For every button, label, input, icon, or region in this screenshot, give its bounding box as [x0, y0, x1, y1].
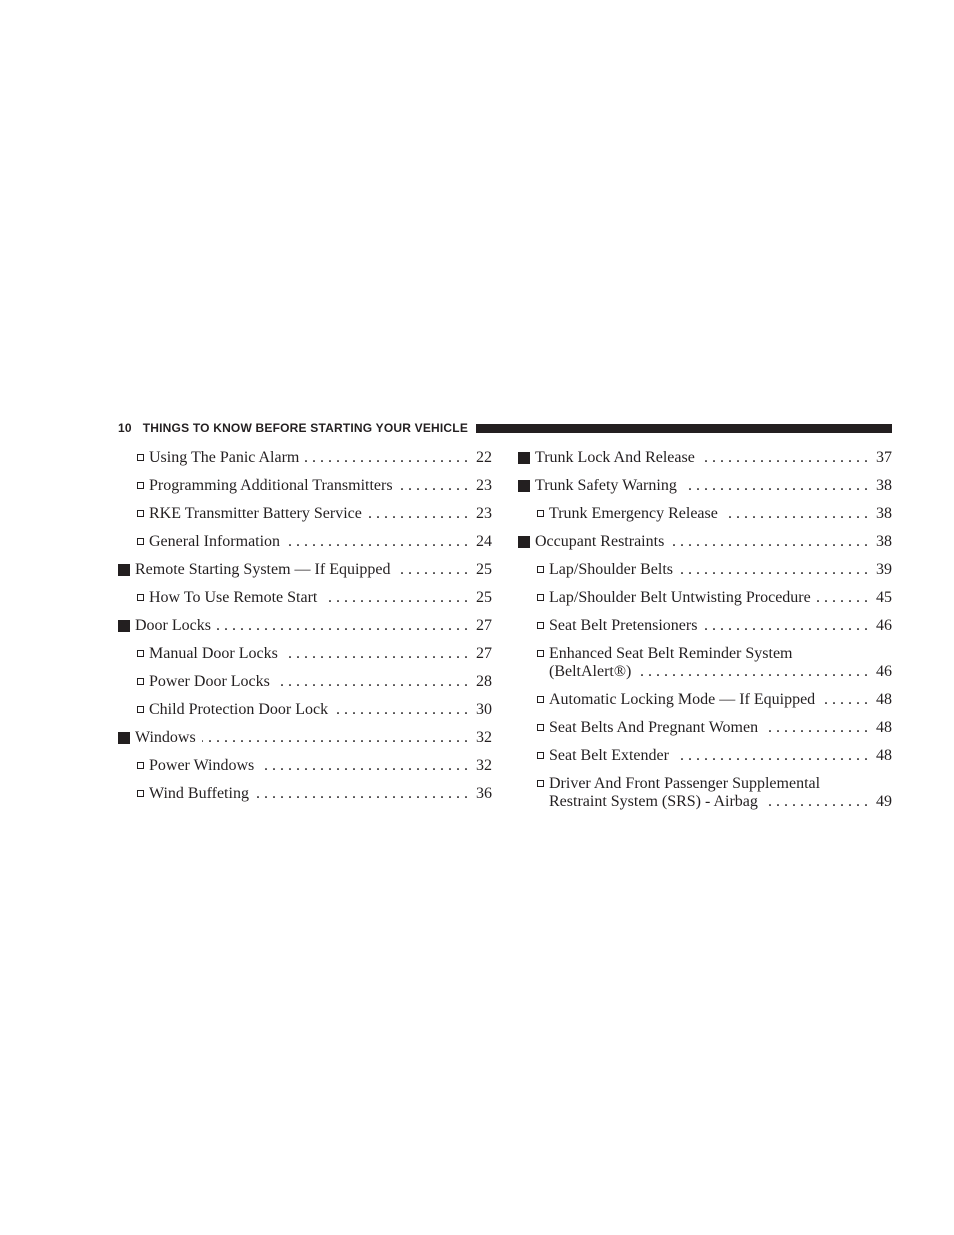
toc-entry[interactable] [118, 780, 492, 808]
toc-entry-page: 23 [476, 505, 492, 522]
toc-entry-page: 22 [476, 449, 492, 466]
toc-entry-label: General Information [149, 533, 281, 550]
dot-leader [764, 792, 868, 812]
toc-entry-page: 48 [876, 747, 892, 764]
toc-entry[interactable] [518, 528, 892, 556]
hollow-square-bullet-icon [137, 706, 144, 713]
filled-square-bullet-icon [118, 732, 130, 744]
hollow-square-bullet-icon [137, 678, 144, 685]
dot-leader [284, 644, 468, 664]
toc-entry[interactable] [518, 742, 892, 770]
hollow-square-bullet-icon [137, 650, 144, 657]
toc-entry[interactable] [118, 724, 492, 752]
dot-leader [368, 504, 468, 524]
dot-leader [255, 784, 468, 804]
dot-leader [397, 560, 468, 580]
dot-leader [764, 718, 868, 738]
toc-entry-label: How To Use Remote Start [149, 589, 318, 606]
hollow-square-bullet-icon [137, 762, 144, 769]
toc-entry-label: Wind Buffeting [149, 785, 249, 802]
dot-leader [217, 616, 468, 636]
dot-leader [675, 746, 868, 766]
dot-leader [334, 700, 468, 720]
toc-entry-page: 36 [476, 785, 492, 802]
toc-entry-label: Trunk Safety Warning [535, 477, 677, 494]
toc-entry[interactable] [518, 640, 892, 686]
toc-entry[interactable] [518, 686, 892, 714]
filled-square-bullet-icon [118, 620, 130, 632]
dot-leader [323, 588, 468, 608]
toc-entry-page: 25 [476, 589, 492, 606]
dot-leader [679, 560, 868, 580]
dot-leader [817, 588, 868, 608]
toc-entry-page: 32 [476, 757, 492, 774]
toc-entry-label: Occupant Restraints [535, 533, 665, 550]
page-number: 10 [118, 421, 132, 435]
dot-leader [821, 690, 868, 710]
toc-column-left [118, 444, 492, 808]
toc-entry[interactable] [118, 556, 492, 584]
hollow-square-bullet-icon [537, 622, 544, 629]
dot-leader [637, 662, 868, 682]
toc-entry-label-continued: Restraint System (SRS) - Airbag [549, 793, 758, 810]
hollow-square-bullet-icon [137, 510, 144, 517]
toc-entry-label: Using The Panic Alarm [149, 449, 300, 466]
toc-entry-page: 38 [876, 477, 892, 494]
toc-entry-page: 27 [476, 645, 492, 662]
toc-entry-page: 38 [876, 505, 892, 522]
toc-entry-label: Door Locks [135, 617, 211, 634]
toc-entry-page: 24 [476, 533, 492, 550]
toc-entry-label: Lap/Shoulder Belt Untwisting Procedure [549, 589, 811, 606]
toc-entry[interactable] [118, 528, 492, 556]
toc-entry-page: 28 [476, 673, 492, 690]
hollow-square-bullet-icon [537, 566, 544, 573]
chapter-title: THINGS TO KNOW BEFORE STARTING YOUR VEHICLE [142, 421, 469, 435]
dot-leader [703, 616, 868, 636]
toc-entry-label: Remote Starting System — If Equipped [135, 561, 391, 578]
toc-entry-label: Seat Belt Pretensioners [549, 617, 698, 634]
hollow-square-bullet-icon [537, 780, 544, 787]
toc-entry[interactable] [518, 472, 892, 500]
toc-entry-label-continued: (BeltAlert®) [549, 663, 632, 680]
hollow-square-bullet-icon [137, 482, 144, 489]
running-header [118, 420, 892, 436]
toc-entry-label: Windows [135, 729, 196, 746]
toc-entry-page: 25 [476, 561, 492, 578]
toc-entry-label: RKE Transmitter Battery Service [149, 505, 362, 522]
dot-leader [276, 672, 468, 692]
header-rule [476, 424, 892, 433]
toc-entry[interactable] [118, 500, 492, 528]
hollow-square-bullet-icon [137, 454, 144, 461]
dot-leader [670, 532, 868, 552]
toc-entry-page: 39 [876, 561, 892, 578]
toc-entry-page: 46 [876, 617, 892, 634]
toc-entry-label: Power Windows [149, 757, 255, 774]
filled-square-bullet-icon [518, 536, 530, 548]
dot-leader [683, 476, 868, 496]
toc-entry-label: Lap/Shoulder Belts [549, 561, 673, 578]
dot-leader [724, 504, 868, 524]
toc-column-right [518, 444, 892, 816]
dot-leader [202, 728, 468, 748]
toc-entry-page: 48 [876, 691, 892, 708]
toc-entry[interactable] [118, 472, 492, 500]
toc-entry-page: 48 [876, 719, 892, 736]
toc-entry[interactable] [518, 500, 892, 528]
toc-entry[interactable] [518, 444, 892, 472]
hollow-square-bullet-icon [537, 594, 544, 601]
dot-leader [286, 532, 468, 552]
toc-entry[interactable] [118, 612, 492, 640]
toc-entry-label: Automatic Locking Mode — If Equipped [549, 691, 816, 708]
toc-entry[interactable] [518, 612, 892, 640]
toc-entry-page: 37 [876, 449, 892, 466]
toc-entry[interactable] [118, 640, 492, 668]
toc-entry-label: Power Door Locks [149, 673, 270, 690]
filled-square-bullet-icon [118, 564, 130, 576]
toc-entry-page: 23 [476, 477, 492, 494]
toc-entry-label: Seat Belts And Pregnant Women [549, 719, 759, 736]
hollow-square-bullet-icon [137, 790, 144, 797]
hollow-square-bullet-icon [137, 538, 144, 545]
toc-entry-label: Manual Door Locks [149, 645, 278, 662]
toc-entry-label: Seat Belt Extender [549, 747, 669, 764]
toc-entry[interactable] [118, 444, 492, 472]
hollow-square-bullet-icon [537, 696, 544, 703]
dot-leader [399, 476, 468, 496]
toc-entry-page: 49 [876, 793, 892, 810]
toc-entry-label: Programming Additional Transmitters [149, 477, 393, 494]
toc-entry[interactable] [518, 584, 892, 612]
hollow-square-bullet-icon [537, 724, 544, 731]
toc-entry[interactable] [118, 696, 492, 724]
toc-entry-label: Driver And Front Passenger Supplemental [549, 775, 821, 792]
toc-entry-page: 30 [476, 701, 492, 718]
toc-entry-label: Trunk Lock And Release [535, 449, 695, 466]
toc-entry-page: 38 [876, 533, 892, 550]
toc-entry-page: 27 [476, 617, 492, 634]
toc-entry-label: Enhanced Seat Belt Reminder System [549, 645, 793, 662]
dot-leader [305, 448, 468, 468]
hollow-square-bullet-icon [137, 594, 144, 601]
toc-entry-page: 46 [876, 663, 892, 680]
toc-entry-page: 45 [876, 589, 892, 606]
toc-entry[interactable] [518, 714, 892, 742]
toc-entry[interactable] [118, 752, 492, 780]
dot-leader [701, 448, 868, 468]
toc-entry[interactable] [518, 770, 892, 816]
toc-entry[interactable] [118, 584, 492, 612]
toc-entry-label: Trunk Emergency Release [549, 505, 718, 522]
dot-leader [260, 756, 468, 776]
filled-square-bullet-icon [518, 452, 530, 464]
toc-entry[interactable] [118, 668, 492, 696]
hollow-square-bullet-icon [537, 510, 544, 517]
toc-entry-label: Child Protection Door Lock [149, 701, 329, 718]
hollow-square-bullet-icon [537, 650, 544, 657]
toc-entry[interactable] [518, 556, 892, 584]
filled-square-bullet-icon [518, 480, 530, 492]
toc-entry-page: 32 [476, 729, 492, 746]
hollow-square-bullet-icon [537, 752, 544, 759]
